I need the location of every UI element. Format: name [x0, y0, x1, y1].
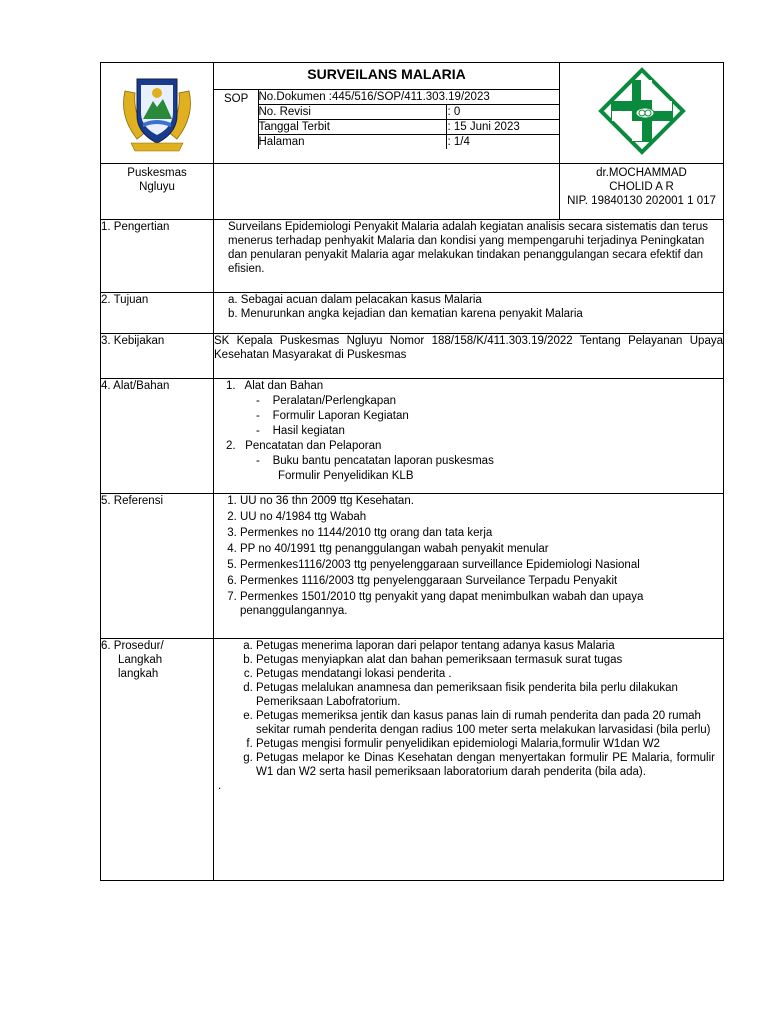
revision-value: : 0 — [447, 105, 559, 120]
referensi-list — [214, 494, 724, 639]
doc-number: No.Dokumen :445/516/SOP/411.303.19/2023 — [258, 90, 559, 105]
kebijakan-label: 3. Kebijakan — [101, 334, 214, 379]
prosedur-item: d. Petugas melalukan anamnesa dan pemeriksaan fisik penderita bila perlu dilakukan Pemeriksaan Labofratorium. — [256, 681, 715, 709]
sop-table — [100, 62, 724, 881]
page-label: Halaman — [258, 135, 447, 150]
revision-label: No. Revisi — [258, 105, 447, 120]
alat-sub-item: - Peralatan/Perlengkapan — [256, 395, 397, 407]
prosedur-item: g. Petugas melapor ke Dinas Kesehatan dengan menyertakan formulir PE Malaria, formulir W1 dan W2 serta hasil pemeriksaan laboratorium darah penderita (bila ada). — [256, 751, 715, 779]
prosedur-item: a. Petugas menerima laporan dari pelapor tentang adanya kasus Malaria — [256, 639, 715, 653]
alat-heading-2: 2. Pencatatan dan Pelaporan — [226, 440, 382, 452]
prosedur-item: e. Petugas memeriksa jentik dan kasus panas lain di rumah penderita dan pada 20 rumah sekitar rumah penderita dengan radius 100 meter serta melakukan larvasidasi (bila perlu) — [256, 709, 715, 737]
prosedur-item: f. Petugas mengisi formulir penyelidikan epidemiologi Malaria,formulir W1dan W2 — [256, 737, 715, 751]
regency-crest-logo — [101, 63, 214, 164]
alat-list — [214, 379, 724, 494]
referensi-item: 6. Permenkes 1116/2003 ttg penyelenggaraan Surveilance Terpadu Penyakit — [240, 574, 723, 588]
date-value: : 15 Juni 2023 — [447, 120, 559, 135]
referensi-item: 7. Permenkes 1501/2010 ttg penyakit yang dapat menimbulkan wabah dan upaya penanggulangannya. — [240, 590, 723, 618]
kebijakan-text: SK Kepala Puskesmas Ngluyu Nomor 188/158/K/411.303.19/2022 Tentang Pelayanan Upaya Kesehatan Masyarakat di Puskesmas — [214, 334, 724, 379]
pengertian-label: 1. Pengertian — [101, 220, 214, 293]
signer-name: dr.MOCHAMMAD CHOLID A R — [596, 167, 687, 193]
doc-meta-table — [214, 89, 559, 149]
alat-sub-item: - Buku bantu pencatatan laporan puskesmas — [256, 455, 494, 467]
crest-icon — [117, 71, 197, 157]
prosedur-label-line: langkah — [118, 668, 159, 680]
prosedur-label-line: Langkah — [118, 654, 163, 666]
tujuan-label: 2. Tujuan — [101, 293, 214, 334]
referensi-item: 1. UU no 36 thn 2009 ttg Kesehatan. — [240, 494, 723, 508]
date-label: Tanggal Terbit — [258, 120, 447, 135]
puskesmas-green-cross-logo — [560, 63, 724, 164]
prosedur-item: c. Petugas mendatangi lokasi penderita . — [256, 667, 715, 681]
sop-label: SOP — [214, 90, 258, 150]
document-title: SURVEILANS MALARIA — [307, 66, 466, 82]
pengertian-text: Surveilans Epidemiologi Penyakit Malaria adalah kegiatan analisis secara sistematis dan terus menerus terhadap penhyakit Malaria dan kondisi yang mempengaruhi terjadinya Peningkatan dan penularan penyakit Malaria agar melakukan tindakan penanggulangan secara efektif dan efisien. — [214, 220, 724, 293]
prosedur-item: b. Petugas menyiapkan alat dan bahan pemeriksaan termasuk surat tugas — [256, 653, 715, 667]
referensi-item: 5. Permenkes1116/2003 ttg penyelenggaraan surveillance Epidemiologi Nasional — [240, 558, 723, 572]
header-empty-cell — [214, 164, 560, 220]
org-name — [101, 164, 214, 220]
referensi-label: 5. Referensi — [101, 494, 214, 639]
prosedur-label-line: 6. Prosedur/ — [101, 640, 164, 652]
prosedur-list — [214, 639, 724, 881]
alat-sub-item: Formulir Penyelidikan KLB — [278, 470, 414, 482]
signer-block — [560, 164, 724, 220]
alat-label: 4. Alat/Bahan — [101, 379, 214, 494]
signer-nip: NIP. 19840130 202001 1 017 — [567, 195, 716, 207]
green-cross-icon — [597, 66, 687, 156]
prosedur-trailing-dot: . — [218, 780, 222, 792]
referensi-item: 3. Permenkes no 1144/2010 ttg orang dan tata kerja — [240, 526, 723, 540]
org-name-text: Puskesmas Ngluyu — [127, 167, 187, 193]
alat-sub-item: - Formulir Laporan Kegiatan — [256, 410, 409, 422]
alat-sub-item: - Hasil kegiatan — [256, 425, 345, 437]
alat-heading-1: 1. Alat dan Bahan — [226, 380, 324, 392]
prosedur-label — [101, 639, 214, 881]
referensi-item: 2. UU no 4/1984 ttg Wabah — [240, 510, 723, 524]
referensi-item: 4. PP no 40/1991 ttg penanggulangan wabah penyakit menular — [240, 542, 723, 556]
tujuan-list — [214, 293, 724, 334]
tujuan-item: a. Sebagai acuan dalam pelacakan kasus Malaria — [228, 294, 482, 306]
header-center — [214, 63, 560, 164]
tujuan-item: b. Menurunkan angka kejadian dan kematian karena penyakit Malaria — [228, 308, 583, 320]
page-value: : 1/4 — [447, 135, 559, 150]
